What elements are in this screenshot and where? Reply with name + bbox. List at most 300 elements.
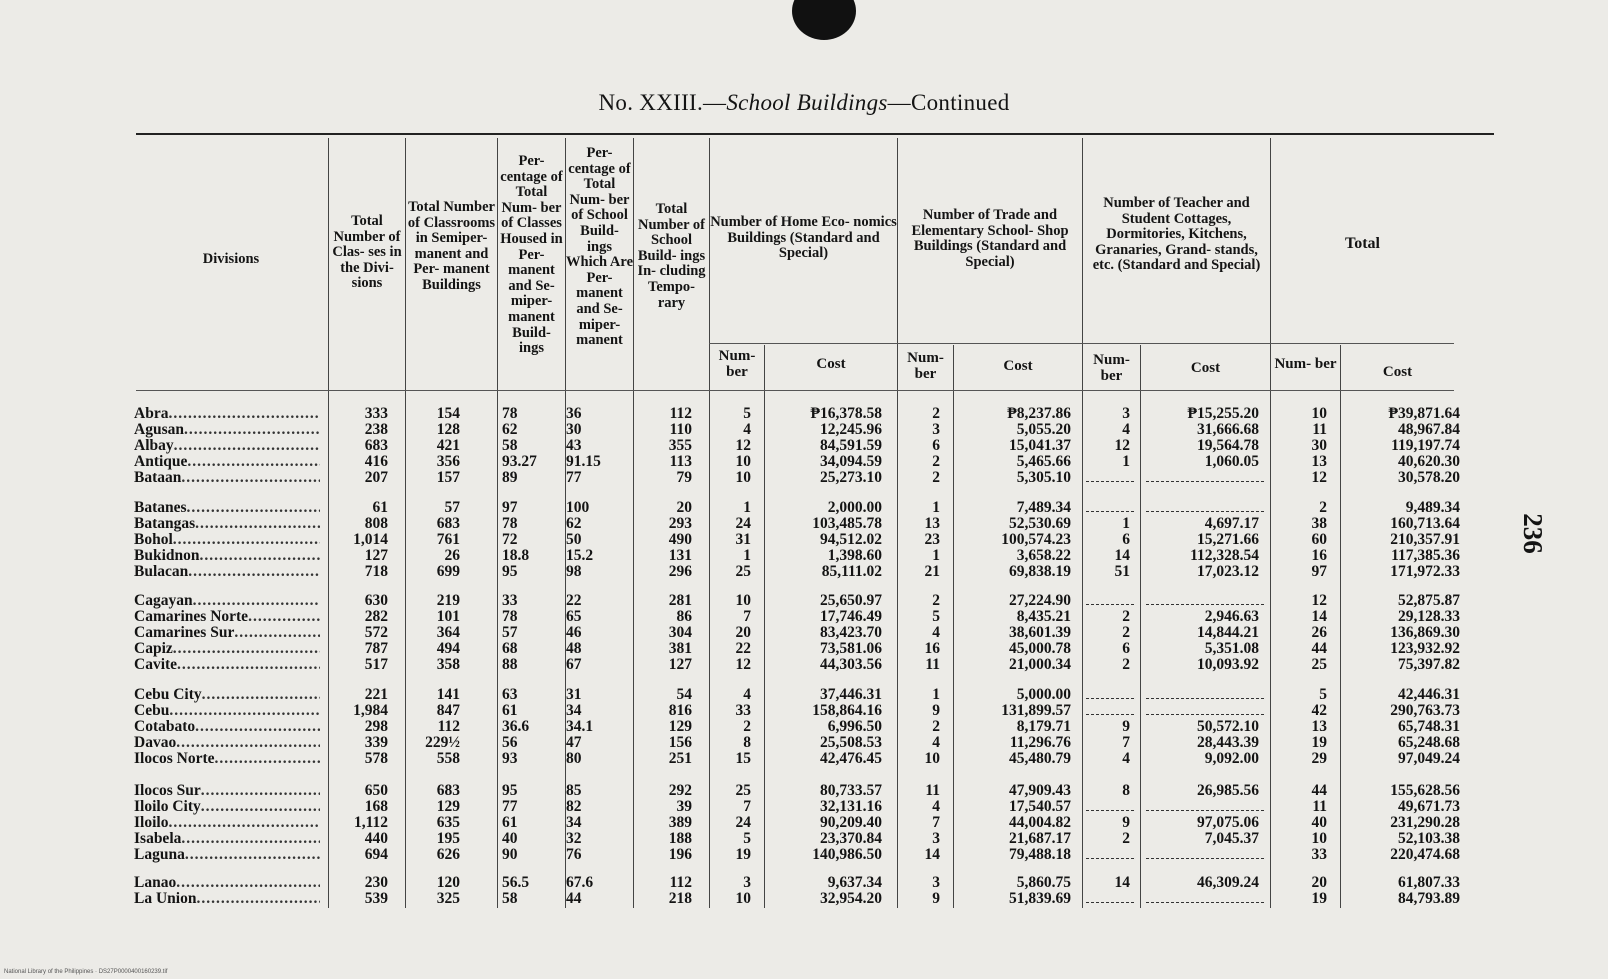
subheader-total-number: Num- ber <box>1274 356 1337 372</box>
cell-t-cost: 290,763.73 <box>1390 702 1460 719</box>
cell-he-num: 2 <box>743 718 751 735</box>
cell-classrooms: 761 <box>436 531 460 548</box>
cell-he-num: 4 <box>743 686 751 703</box>
cell-tr-cost: 5,465.66 <box>1016 453 1071 470</box>
cell-he-num: 25 <box>735 563 751 580</box>
cell-tr-num: 10 <box>924 750 940 767</box>
cell-tr-num: 1 <box>932 547 940 564</box>
cell-t-cost: 40,620.30 <box>1398 453 1460 470</box>
cell-he-num: 10 <box>735 890 751 907</box>
cell-he-num: 4 <box>743 421 751 438</box>
cell-classes: 1,984 <box>353 702 388 719</box>
cell-co-num: 6 <box>1122 531 1130 548</box>
cell-he-cost: 25,650.97 <box>820 592 882 609</box>
cell-pct-classes: 97 <box>502 499 518 516</box>
cell-buildings: 304 <box>668 624 692 641</box>
cell-t-num: 13 <box>1311 453 1327 470</box>
cell-division <box>134 750 320 768</box>
cell-t-cost: 171,972.33 <box>1390 563 1460 580</box>
cell-classes: 207 <box>364 469 388 486</box>
cell-buildings: 79 <box>676 469 692 486</box>
cell-co-num: 8 <box>1122 782 1130 799</box>
cell-tr-num: 16 <box>924 640 940 657</box>
cell-division <box>134 563 320 581</box>
cell-co-num: 2 <box>1122 656 1130 673</box>
cell-he-num: 1 <box>743 499 751 516</box>
cell-tr-num: 13 <box>924 515 940 532</box>
cell-t-cost: 123,932.92 <box>1390 640 1460 657</box>
cell-he-cost: 9,637.34 <box>827 874 882 891</box>
header-trade-shop: Number of Trade and Elementary School- Shop Buildings (Standard and Special) <box>911 207 1069 270</box>
cell-pct-classes: 36.6 <box>502 718 530 735</box>
cell-t-num: 30 <box>1311 437 1327 454</box>
cell-pct-classes: 18.8 <box>502 547 530 564</box>
cell-tr-cost: 7,489.34 <box>1016 499 1071 516</box>
cell-he-cost: 94,512.02 <box>820 531 882 548</box>
empty-cell-dash <box>1146 714 1264 715</box>
cell-tr-cost: 69,838.19 <box>1009 563 1071 580</box>
cell-co-cost: 15,271.66 <box>1197 531 1259 548</box>
cell-tr-num: 11 <box>925 782 940 799</box>
cell-pct-classes: 63 <box>502 686 518 703</box>
cell-tr-cost: 5,305.10 <box>1016 469 1071 486</box>
cell-he-num: 8 <box>743 734 751 751</box>
cell-t-num: 2 <box>1319 499 1327 516</box>
cell-tr-num: 4 <box>932 624 940 641</box>
cell-tr-num: 3 <box>932 421 940 438</box>
division-name: Laguna <box>134 846 185 863</box>
cell-tr-cost: 15,041.37 <box>1009 437 1071 454</box>
empty-cell-dash <box>1086 858 1134 859</box>
cell-t-num: 19 <box>1311 890 1327 907</box>
cell-t-num: 19 <box>1311 734 1327 751</box>
table-row <box>0 515 1608 532</box>
table-row <box>0 782 1608 799</box>
cell-pct-classes: 93 <box>502 750 518 767</box>
subheader-rule <box>709 343 1454 344</box>
cell-tr-num: 11 <box>925 656 940 673</box>
cell-he-num: 1 <box>743 547 751 564</box>
cell-tr-num: 4 <box>932 798 940 815</box>
division-name: Antique <box>134 453 188 470</box>
cell-t-cost: 65,248.68 <box>1398 734 1460 751</box>
table-row <box>0 846 1608 863</box>
table-row <box>0 798 1608 815</box>
cell-t-cost: 48,967.84 <box>1398 421 1460 438</box>
cell-co-num: 4 <box>1122 421 1130 438</box>
cell-buildings: 816 <box>668 702 692 719</box>
cell-buildings: 54 <box>676 686 692 703</box>
cell-pct-bldg: 67 <box>566 656 582 673</box>
scan-footer: National Library of the Philippines · DS27P0000400160239.tif <box>4 969 168 975</box>
cell-classrooms: 219 <box>436 592 460 609</box>
cell-buildings: 110 <box>669 421 692 438</box>
cell-tr-cost: 8,435.21 <box>1016 608 1071 625</box>
cell-classrooms: 229½ <box>425 734 460 751</box>
cell-tr-cost: 5,860.75 <box>1016 874 1071 891</box>
cell-tr-num: 3 <box>932 830 940 847</box>
cell-t-cost: 97,049.24 <box>1398 750 1460 767</box>
header-pct-buildings: Per- centage of Total Num- ber of School Build- ings Which Are Per- manent and Se- miper- manent <box>566 145 633 349</box>
cell-co-num: 51 <box>1114 563 1130 580</box>
cell-co-num: 2 <box>1122 830 1130 847</box>
cell-t-num: 13 <box>1311 718 1327 735</box>
cell-he-num: 31 <box>735 531 751 548</box>
cell-classrooms: 129 <box>436 798 460 815</box>
table-row <box>0 874 1608 891</box>
cell-he-cost: 17,746.49 <box>820 608 882 625</box>
empty-cell-dash <box>1086 810 1134 811</box>
cell-tr-num: 3 <box>932 874 940 891</box>
cell-tr-cost: 52,530.69 <box>1009 515 1071 532</box>
cell-buildings: 86 <box>676 608 692 625</box>
cell-pct-classes: 56.5 <box>502 874 530 891</box>
table-row <box>0 718 1608 735</box>
division-name: Cebu City <box>134 686 202 703</box>
cell-classes: 282 <box>364 608 388 625</box>
cell-classes: 127 <box>364 547 388 564</box>
cell-tr-cost: 17,540.57 <box>1009 798 1071 815</box>
cell-t-cost: 75,397.82 <box>1398 656 1460 673</box>
cell-classrooms: 364 <box>436 624 460 641</box>
cell-buildings: 156 <box>668 734 692 751</box>
cell-he-num: 5 <box>743 830 751 847</box>
cell-tr-cost: 5,055.20 <box>1016 421 1071 438</box>
cell-buildings: 127 <box>668 656 692 673</box>
cell-pct-bldg: 62 <box>566 515 582 532</box>
cell-pct-classes: 40 <box>502 830 518 847</box>
cell-tr-num: 14 <box>924 846 940 863</box>
cell-pct-classes: 95 <box>502 782 518 799</box>
cell-classes: 221 <box>364 686 388 703</box>
cell-pct-classes: 78 <box>502 515 518 532</box>
cell-pct-bldg: 34 <box>566 702 582 719</box>
cell-pct-bldg: 22 <box>566 592 582 609</box>
cell-pct-classes: 61 <box>502 702 518 719</box>
cell-buildings: 113 <box>669 453 692 470</box>
cell-tr-num: 4 <box>932 734 940 751</box>
cell-co-num: 9 <box>1122 718 1130 735</box>
table-row <box>0 453 1608 470</box>
cell-buildings: 218 <box>668 890 692 907</box>
cell-pct-classes: 77 <box>502 798 518 815</box>
cell-he-cost: 34,094.59 <box>820 453 882 470</box>
cell-tr-cost: 3,658.22 <box>1016 547 1071 564</box>
cell-classes: 694 <box>364 846 388 863</box>
cell-tr-num: 2 <box>932 405 940 422</box>
table-row <box>0 437 1608 454</box>
cell-classrooms: 356 <box>436 453 460 470</box>
cell-classes: 416 <box>364 453 388 470</box>
header-total-buildings: Total Number of School Build- ings In- cluding Tempo- rary <box>637 201 706 311</box>
cell-classrooms: 699 <box>436 563 460 580</box>
division-name: Lanao <box>134 874 177 891</box>
cell-pct-classes: 68 <box>502 640 518 657</box>
cell-classes: 168 <box>364 798 388 815</box>
cell-t-num: 29 <box>1311 750 1327 767</box>
header-home-economics: Number of Home Eco- nomics Buildings (Standard and Special) <box>710 214 897 262</box>
cell-t-num: 10 <box>1311 405 1327 422</box>
cell-buildings: 490 <box>668 531 692 548</box>
cell-pct-classes: 88 <box>502 656 518 673</box>
cell-classes: 808 <box>364 515 388 532</box>
cell-t-num: 5 <box>1319 686 1327 703</box>
header-total-classrooms: Total Number of Classrooms in Semiper- manent and Per- manent Buildings <box>407 199 496 293</box>
cell-co-cost: 26,985.56 <box>1197 782 1259 799</box>
cell-he-cost: 73,581.06 <box>820 640 882 657</box>
division-name: Batanes <box>134 499 187 516</box>
table-row <box>0 686 1608 703</box>
cell-classrooms: 421 <box>436 437 460 454</box>
cell-pct-classes: 56 <box>502 734 518 751</box>
empty-cell-dash <box>1146 481 1264 482</box>
cell-he-num: 25 <box>735 782 751 799</box>
cell-t-num: 11 <box>1312 421 1327 438</box>
cell-pct-bldg: 85 <box>566 782 582 799</box>
cell-tr-num: 9 <box>932 702 940 719</box>
cell-co-cost: 19,564.78 <box>1197 437 1259 454</box>
empty-cell-dash <box>1086 604 1134 605</box>
cell-t-cost: 29,128.33 <box>1398 608 1460 625</box>
cell-classes: 230 <box>364 874 388 891</box>
cell-pct-bldg: 80 <box>566 750 582 767</box>
cell-he-cost: 32,954.20 <box>820 890 882 907</box>
cell-t-num: 10 <box>1311 830 1327 847</box>
cell-classes: 630 <box>364 592 388 609</box>
cell-he-cost: 83,423.70 <box>820 624 882 641</box>
cell-tr-cost: 131,899.57 <box>1001 702 1071 719</box>
cell-classes: 517 <box>364 656 388 673</box>
cell-he-cost: 25,508.53 <box>820 734 882 751</box>
cell-t-num: 33 <box>1311 846 1327 863</box>
cell-he-cost: 2,000.00 <box>827 499 882 516</box>
cell-pct-bldg: 47 <box>566 734 582 751</box>
cell-co-cost: 2,946.63 <box>1204 608 1259 625</box>
table-row <box>0 656 1608 673</box>
cell-classes: 683 <box>364 437 388 454</box>
cell-t-num: 97 <box>1311 563 1327 580</box>
cell-buildings: 188 <box>668 830 692 847</box>
cell-he-num: 7 <box>743 608 751 625</box>
cell-buildings: 112 <box>669 874 692 891</box>
cell-tr-cost: 45,480.79 <box>1009 750 1071 767</box>
cell-co-num: 4 <box>1122 750 1130 767</box>
cell-classrooms: 626 <box>436 846 460 863</box>
cell-he-num: 5 <box>743 405 751 422</box>
cell-buildings: 389 <box>668 814 692 831</box>
cell-buildings: 281 <box>668 592 692 609</box>
header-pct-classes: Per- centage of Total Num- ber of Classes Housed in Per- manent and Se- miper- manent Build- ings <box>500 153 563 357</box>
cell-classes: 298 <box>364 718 388 735</box>
cell-t-num: 11 <box>1312 798 1327 815</box>
cell-he-num: 33 <box>735 702 751 719</box>
cell-tr-num: 23 <box>924 531 940 548</box>
cell-co-cost: 17,023.12 <box>1197 563 1259 580</box>
cell-pct-bldg: 46 <box>566 624 582 641</box>
division-name: Cotabato <box>134 718 196 735</box>
cell-t-num: 12 <box>1311 592 1327 609</box>
cell-co-num: 2 <box>1122 608 1130 625</box>
cell-t-cost: 117,385.36 <box>1391 547 1460 564</box>
cell-classrooms: 683 <box>436 782 460 799</box>
cell-t-cost: 210,357.91 <box>1390 531 1460 548</box>
empty-cell-dash <box>1146 858 1264 859</box>
division-name: Camarines Sur <box>134 624 235 641</box>
table-row <box>0 750 1608 767</box>
division-name: Ilocos Norte <box>134 750 215 767</box>
division-name: Bulacan <box>134 563 189 580</box>
cell-classrooms: 128 <box>436 421 460 438</box>
cell-he-cost: ₱16,378.58 <box>810 405 882 422</box>
cell-co-cost: 14,844.21 <box>1197 624 1259 641</box>
division-name: Albay <box>134 437 174 454</box>
cell-co-num: 1 <box>1122 515 1130 532</box>
cell-co-cost: 4,697.17 <box>1204 515 1259 532</box>
cell-pct-bldg: 100 <box>566 499 590 516</box>
cell-t-cost: 30,578.20 <box>1398 469 1460 486</box>
cell-buildings: 251 <box>668 750 692 767</box>
division-name: Cagayan <box>134 592 193 609</box>
cell-classrooms: 358 <box>436 656 460 673</box>
cell-tr-num: 2 <box>932 718 940 735</box>
binding-hole <box>792 0 856 40</box>
cell-t-num: 25 <box>1311 656 1327 673</box>
cell-pct-classes: 93.27 <box>502 453 537 470</box>
title-suffix: —Continued <box>887 90 1010 115</box>
cell-he-num: 10 <box>735 469 751 486</box>
cell-classrooms: 26 <box>444 547 460 564</box>
subheader-he-number: Num- ber <box>718 348 756 380</box>
cell-t-num: 12 <box>1311 469 1327 486</box>
cell-classes: 650 <box>364 782 388 799</box>
cell-classrooms: 112 <box>437 718 460 735</box>
cell-co-cost: 112,328.54 <box>1190 547 1259 564</box>
cell-co-num: 12 <box>1114 437 1130 454</box>
cell-t-num: 40 <box>1311 814 1327 831</box>
cell-co-num: 3 <box>1122 405 1130 422</box>
cell-pct-classes: 58 <box>502 437 518 454</box>
table-top-rule <box>136 133 1494 135</box>
cell-t-cost: 49,671.73 <box>1398 798 1460 815</box>
cell-pct-bldg: 32 <box>566 830 582 847</box>
table-row <box>0 890 1608 907</box>
cell-pct-classes: 57 <box>502 624 518 641</box>
cell-pct-classes: 72 <box>502 531 518 548</box>
cell-division <box>134 656 320 674</box>
cell-buildings: 296 <box>668 563 692 580</box>
cell-pct-bldg: 34 <box>566 814 582 831</box>
table-row <box>0 592 1608 609</box>
cell-t-cost: 160,713.64 <box>1390 515 1460 532</box>
cell-pct-bldg: 76 <box>566 846 582 863</box>
cell-tr-num: 1 <box>932 499 940 516</box>
cell-t-cost: ₱39,871.64 <box>1388 405 1460 422</box>
table-row <box>0 547 1608 564</box>
table-row <box>0 608 1608 625</box>
cell-he-num: 15 <box>735 750 751 767</box>
subheader-he-cost: Cost <box>816 356 846 372</box>
cell-buildings: 355 <box>668 437 692 454</box>
cell-co-cost: ₱15,255.20 <box>1187 405 1259 422</box>
cell-pct-bldg: 91.15 <box>566 453 601 470</box>
cell-he-num: 19 <box>735 846 751 863</box>
cell-classrooms: 494 <box>436 640 460 657</box>
cell-tr-cost: 51,839.69 <box>1009 890 1071 907</box>
cell-pct-classes: 89 <box>502 469 518 486</box>
cell-co-num: 6 <box>1122 640 1130 657</box>
cell-co-cost: 28,443.39 <box>1197 734 1259 751</box>
empty-cell-dash <box>1146 902 1264 903</box>
cell-classes: 718 <box>364 563 388 580</box>
cell-co-cost: 10,093.92 <box>1197 656 1259 673</box>
cell-he-num: 24 <box>735 515 751 532</box>
cell-buildings: 293 <box>668 515 692 532</box>
cell-he-num: 22 <box>735 640 751 657</box>
cell-he-cost: 90,209.40 <box>820 814 882 831</box>
cell-buildings: 196 <box>668 846 692 863</box>
table-row <box>0 624 1608 641</box>
cell-classrooms: 120 <box>436 874 460 891</box>
division-name: Agusan <box>134 421 184 438</box>
cell-pct-bldg: 31 <box>566 686 582 703</box>
cell-tr-cost: 100,574.23 <box>1001 531 1071 548</box>
cell-division <box>134 846 320 864</box>
cell-tr-cost: 8,179.71 <box>1016 718 1071 735</box>
cell-classrooms: 683 <box>436 515 460 532</box>
cell-he-cost: 1,398.60 <box>827 547 882 564</box>
cell-co-cost: 31,666.68 <box>1197 421 1259 438</box>
cell-t-cost: 84,793.89 <box>1398 890 1460 907</box>
cell-tr-cost: 47,909.43 <box>1009 782 1071 799</box>
title-prefix: No. XXIII.— <box>598 90 727 115</box>
cell-co-cost: 97,075.06 <box>1197 814 1259 831</box>
division-name: Cavite <box>134 656 178 673</box>
cell-classes: 572 <box>364 624 388 641</box>
cell-classrooms: 101 <box>436 608 460 625</box>
cell-pct-classes: 61 <box>502 814 518 831</box>
cell-t-num: 26 <box>1311 624 1327 641</box>
division-name: Isabela <box>134 830 182 847</box>
cell-buildings: 381 <box>668 640 692 657</box>
cell-co-cost: 1,060.05 <box>1204 453 1259 470</box>
cell-classes: 1,112 <box>353 814 388 831</box>
cell-t-cost: 42,446.31 <box>1398 686 1460 703</box>
cell-tr-cost: ₱8,237.86 <box>1007 405 1071 422</box>
cell-he-num: 7 <box>743 798 751 815</box>
cell-buildings: 112 <box>669 405 692 422</box>
cell-tr-cost: 38,601.39 <box>1009 624 1071 641</box>
cell-classrooms: 57 <box>444 499 460 516</box>
cell-pct-bldg: 43 <box>566 437 582 454</box>
cell-t-cost: 220,474.68 <box>1390 846 1460 863</box>
cell-tr-cost: 45,000.78 <box>1009 640 1071 657</box>
cell-t-cost: 52,103.38 <box>1398 830 1460 847</box>
cell-tr-num: 5 <box>932 608 940 625</box>
subheader-total-cost: Cost <box>1382 364 1413 380</box>
cell-he-cost: 140,986.50 <box>812 846 882 863</box>
cell-he-cost: 37,446.31 <box>820 686 882 703</box>
division-name: Abra <box>134 405 169 422</box>
table-row <box>0 640 1608 657</box>
cell-t-num: 14 <box>1311 608 1327 625</box>
table-row <box>0 734 1608 751</box>
cell-pct-classes: 95 <box>502 563 518 580</box>
cell-pct-classes: 58 <box>502 890 518 907</box>
cell-t-cost: 119,197.74 <box>1391 437 1460 454</box>
cell-he-num: 24 <box>735 814 751 831</box>
cell-he-cost: 44,303.56 <box>820 656 882 673</box>
header-divisions: Divisions <box>202 251 260 267</box>
